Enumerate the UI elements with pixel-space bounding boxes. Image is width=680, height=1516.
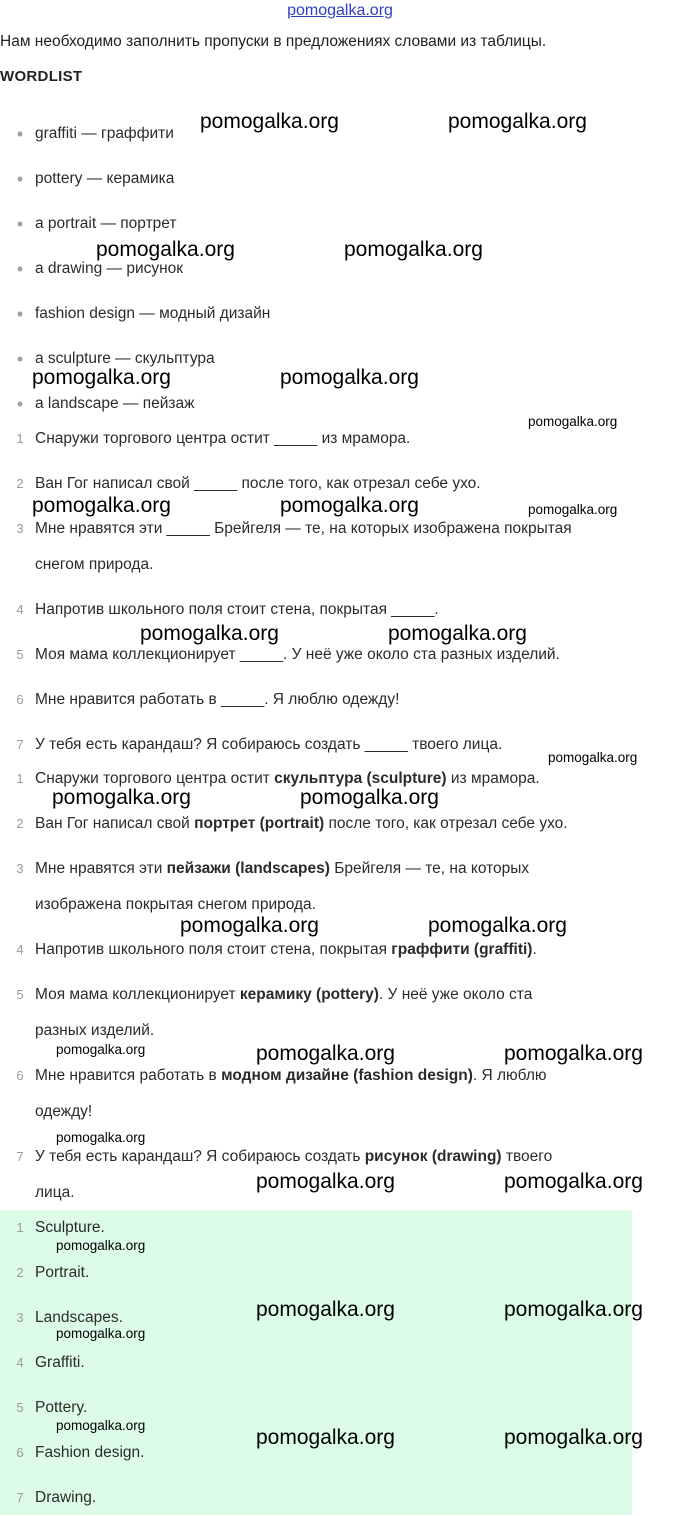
exercise-item: 1 Снаружи торгового центра остит _____ из мрамора. [16,430,411,447]
filled-item: 5 Моя мама коллекционирует керамику (pottery). У неё уже около ста [16,986,533,1003]
filled-item: 6 Мне нравится работать в модном дизайне (fashion design). Я люблю [16,1067,547,1084]
wordlist-item: • a landscape — пейзаж [16,394,195,414]
wordlist-heading: WORDLIST [0,68,83,85]
filled-item: 2 Ван Гог написал свой портрет (portrait) после того, как отрезал себе ухо. [16,815,568,832]
watermark: pomogalka.org [32,366,171,389]
watermark: pomogalka.org [52,786,191,809]
watermark: pomogalka.org [548,750,638,765]
watermark: pomogalka.org [448,110,587,133]
watermark: pomogalka.org [428,914,567,937]
filled-item-continuation: изображена покрытая снегом природа. [35,896,316,913]
wordlist-item: • pottery — керамика [16,169,175,189]
watermark: pomogalka.org [256,1042,395,1065]
watermark: pomogalka.org [56,1326,146,1341]
watermark: pomogalka.org [180,914,319,937]
wordlist-item: • fashion design — модный дизайн [16,304,271,324]
watermark: pomogalka.org [200,110,339,133]
watermark: pomogalka.org [504,1426,643,1449]
filled-item-continuation: лица. [35,1184,75,1201]
watermark: pomogalka.org [300,786,439,809]
watermark: pomogalka.org [388,622,527,645]
watermark: pomogalka.org [280,494,419,517]
filled-item: 4 Напротив школьного поля стоит стена, покрытая граффити (graffiti). [16,941,537,958]
watermark: pomogalka.org [256,1298,395,1321]
intro-text: Нам необходимо заполнить пропуски в предложениях словами из таблицы. [0,33,547,50]
answer-item: 2 Portrait. [16,1264,90,1281]
watermark: pomogalka.org [280,366,419,389]
wordlist-item: • a sculpture — скульптура [16,349,215,369]
wordlist-item: • a drawing — рисунок [16,259,184,279]
watermark: pomogalka.org [528,414,618,429]
watermark: pomogalka.org [504,1042,643,1065]
watermark: pomogalka.org [96,238,235,261]
watermark: pomogalka.org [256,1170,395,1193]
exercise-item: 7 У тебя есть карандаш? Я собираюсь создать _____ твоего лица. [16,736,503,753]
watermark: pomogalka.org [256,1426,395,1449]
watermark: pomogalka.org [344,238,483,261]
watermark: pomogalka.org [56,1418,146,1433]
filled-item: 1 Снаружи торгового центра остит скульптура (sculpture) из мрамора. [16,770,540,787]
watermark: pomogalka.org [32,494,171,517]
watermark: pomogalka.org [56,1130,146,1145]
exercise-item: 3 Мне нравятся эти _____ Брейгеля — те, на которых изображена покрытая [16,520,572,537]
answer-item: 6 Fashion design. [16,1444,145,1461]
watermark: pomogalka.org [528,502,618,517]
filled-item-continuation: одежду! [35,1103,93,1120]
answer-item: 1 Sculpture. [16,1219,105,1236]
exercise-item-continuation: снегом природа. [35,556,154,573]
answer-item: 7 Drawing. [16,1489,97,1506]
answer-item: 3 Landscapes. [16,1309,123,1326]
filled-item-continuation: разных изделий. [35,1022,155,1039]
filled-item: 3 Мне нравятся эти пейзажи (landscapes) Брейгеля — те, на которых [16,860,530,877]
answer-item: 4 Graffiti. [16,1354,85,1371]
watermark: pomogalka.org [504,1298,643,1321]
exercise-item: 4 Напротив школьного поля стоит стена, покрытая _____. [16,601,439,618]
exercise-item: 2 Ван Гог написал свой _____ после того, как отрезал себе ухо. [16,475,481,492]
wordlist-item: • graffiti — граффити [16,124,174,144]
wordlist-item: • a portrait — портрет [16,214,177,234]
filled-item: 7 У тебя есть карандаш? Я собираюсь создать рисунок (drawing) твоего [16,1148,553,1165]
site-link[interactable]: pomogalka.org [287,2,393,19]
answer-item: 5 Pottery. [16,1399,88,1416]
watermark: pomogalka.org [140,622,279,645]
watermark: pomogalka.org [504,1170,643,1193]
watermark: pomogalka.org [56,1238,146,1253]
exercise-item: 6 Мне нравится работать в _____. Я люблю одежду! [16,691,400,708]
watermark: pomogalka.org [56,1042,146,1057]
exercise-item: 5 Моя мама коллекционирует _____. У неё уже около ста разных изделий. [16,646,560,663]
